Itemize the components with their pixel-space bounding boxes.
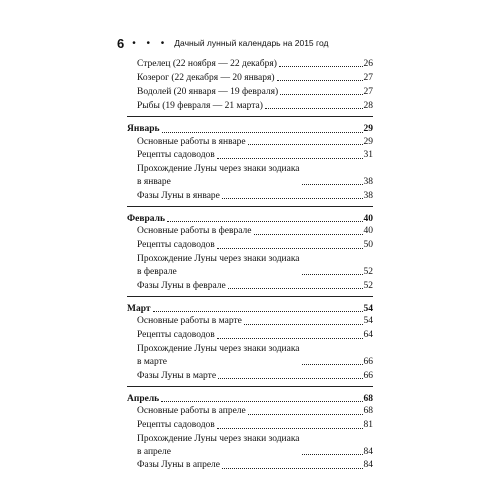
toc-label: Рецепты садоводов: [137, 240, 215, 251]
dot-leader: [228, 288, 363, 289]
toc-page-number: 84: [363, 460, 373, 471]
dot-leader: [254, 234, 363, 235]
toc-entry: [127, 253, 373, 278]
toc-label: Рецепты садоводов: [137, 150, 215, 161]
toc-section: [127, 116, 373, 120]
toc-zodiac-entry: [127, 58, 373, 70]
dot-leader: [161, 401, 362, 402]
toc-entry: [127, 419, 373, 431]
dot-leader: [222, 198, 363, 199]
toc-page-number: 68: [363, 393, 373, 404]
toc-section: [127, 386, 373, 390]
toc-label: Апрель: [127, 393, 160, 404]
toc-section: [127, 206, 373, 210]
dot-leader: [217, 428, 363, 429]
dot-leader: [248, 414, 363, 415]
toc-page-number: 40: [363, 226, 373, 237]
toc-label: Козерог (22 декабря — 20 января): [137, 72, 275, 83]
page-header: [117, 35, 407, 51]
toc-page-number: 29: [363, 136, 373, 147]
dot-leader: [280, 94, 362, 95]
dot-leader: [279, 66, 363, 67]
dot-leader: [277, 80, 363, 81]
dot-leader: [222, 468, 363, 469]
toc-page-number: 84: [363, 446, 373, 457]
toc-entry: [127, 315, 373, 327]
dot-leader: [302, 184, 363, 185]
toc-entry: [127, 329, 373, 341]
toc-entry: [127, 239, 373, 251]
dot-leader: [244, 324, 363, 325]
toc-page-number: 64: [363, 330, 373, 341]
toc-page-number: 54: [363, 304, 373, 314]
toc-label: Февраль: [127, 214, 165, 225]
dot-leader: [217, 158, 363, 159]
toc-page-number: 66: [363, 356, 373, 367]
dot-leader: [302, 274, 363, 275]
toc-entry: [127, 459, 373, 471]
toc-entry: [127, 280, 373, 292]
toc-label: Фазы Луны в марте: [137, 370, 217, 381]
toc-section: [127, 296, 373, 300]
toc-entry: [127, 433, 373, 458]
toc-page-number: 40: [363, 214, 373, 225]
toc-label: Март: [127, 304, 151, 314]
toc-page-number: 52: [363, 280, 373, 291]
toc-entry: [127, 136, 373, 148]
toc-label: Фазы Луны в апреле: [137, 460, 220, 471]
dot-leader: [218, 378, 362, 379]
dot-leader: [162, 132, 363, 133]
toc-page-number: 26: [363, 59, 373, 69]
toc-page-number: 29: [363, 124, 373, 135]
toc-page-number: 31: [363, 150, 373, 161]
toc-page-number: 81: [363, 420, 373, 431]
toc-zodiac-entry: [127, 86, 373, 98]
toc-page-number: 50: [363, 240, 373, 251]
toc-entry: [127, 149, 373, 161]
toc-zodiac-entry: [127, 100, 373, 112]
toc-page-number: 27: [363, 72, 373, 83]
toc-label: Основные работы в апреле: [137, 406, 246, 417]
dot-leader: [217, 248, 363, 249]
toc-label: Прохождение Луны через знаки зодиака в феврале: [137, 254, 300, 277]
page-number: 6: [117, 35, 125, 51]
dot-leader: [302, 454, 363, 455]
toc-label: Прохождение Луны через знаки зодиака в январе: [137, 164, 300, 187]
running-title: Дачный лунный календарь на 2015 год: [174, 38, 329, 48]
toc-label: Рецепты садоводов: [137, 330, 215, 341]
toc-section-heading: [127, 213, 373, 225]
toc-entry: [127, 225, 373, 237]
toc-label: Фазы Луны в январе: [137, 190, 220, 201]
toc-page-number: 38: [363, 176, 373, 187]
toc-page-number: 27: [363, 86, 373, 97]
dot-leader: [248, 144, 363, 145]
toc-label: Основные работы в феврале: [137, 226, 252, 237]
toc-section-heading: [127, 123, 373, 135]
toc-page-number: 28: [363, 100, 373, 111]
toc-label: Прохождение Луны через знаки зодиака в марте: [137, 344, 300, 367]
toc-section-heading: [127, 303, 373, 315]
toc-label: Основные работы в марте: [137, 316, 242, 327]
dot-leader: [302, 364, 363, 365]
toc-page-number: 38: [363, 190, 373, 201]
dot-leader: [217, 338, 363, 339]
toc-page-number: 68: [363, 406, 373, 417]
toc-label: Водолей (20 января — 19 февраля): [137, 86, 279, 97]
toc-entry: [127, 190, 373, 202]
dot-leader: [167, 221, 363, 222]
toc-page-number: 54: [363, 316, 373, 327]
toc-label: Прохождение Луны через знаки зодиака в апреле: [137, 434, 300, 457]
header-dots: • • •: [132, 37, 169, 49]
toc-section-heading: [127, 393, 373, 405]
toc-label: Рыбы (19 февраля — 21 марта): [137, 100, 263, 111]
table-of-contents: [127, 58, 373, 473]
toc-page-number: 66: [363, 370, 373, 381]
toc-entry: [127, 343, 373, 368]
toc-zodiac-entry: [127, 72, 373, 84]
toc-label: Январь: [127, 124, 160, 135]
toc-label: Стрелец (22 ноября — 22 декабря): [137, 59, 277, 69]
toc-label: Основные работы в январе: [137, 136, 246, 147]
toc-label: Фазы Луны в феврале: [137, 280, 226, 291]
toc-label: Рецепты садоводов: [137, 420, 215, 431]
toc-entry: [127, 163, 373, 188]
toc-page-number: 52: [363, 266, 373, 277]
dot-leader: [153, 311, 363, 312]
toc-entry: [127, 370, 373, 382]
dot-leader: [265, 108, 363, 109]
toc-entry: [127, 405, 373, 417]
